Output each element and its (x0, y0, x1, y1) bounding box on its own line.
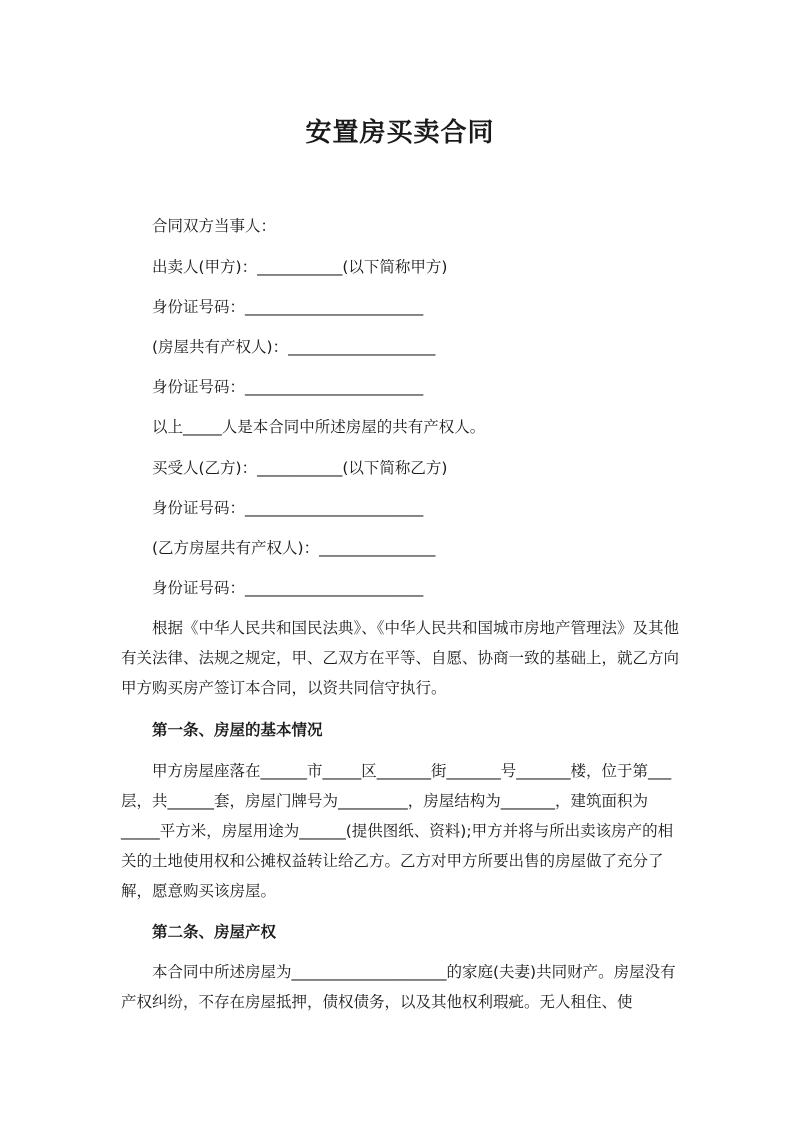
seller-id-line: 身份证号码：_______________________ (152, 298, 424, 316)
buyer-coowner-line: (乙方房屋共有产权人)：_______________ (152, 539, 436, 557)
preamble-paragraph: 根据《中华人民共和国民法典》、《中华人民共和国城市房地产管理法》及其他有关法律、法规之规定，甲、乙双方在平等、自愿、协商一致的基础上，就乙方向甲方购买房产签订本合同，以资共同信守执行。 (121, 619, 680, 697)
seller-coowner-id-line: 身份证号码：_______________________ (152, 378, 424, 396)
seller-line: 出卖人(甲方)：___________(以下简称甲方) (152, 258, 448, 276)
article-2-body: 本合同中所述房屋为____________________的家庭(夫妻)共同财产。房屋没有产权纠纷，不存在房屋抵押，债权债务，以及其他权利瑕疵。无人租住、使 (121, 963, 676, 1011)
seller-coowner-line: (房屋共有产权人)：___________________ (152, 338, 436, 356)
coowner-statement: 以上_____人是本合同中所述房屋的共有产权人。 (152, 418, 486, 436)
article-2-heading: 第二条、房屋产权 (152, 923, 277, 941)
article-1-heading: 第一条、房屋的基本情况 (152, 721, 323, 739)
document-title: 安置房买卖合同 (305, 118, 495, 148)
buyer-coowner-id-line: 身份证号码：_______________________ (152, 579, 424, 597)
article-1-body: 甲方房屋座落在______市_____区_______街_______号_______楼，位于第___层，共______套，房屋门牌号为_________，房屋结构为_______，建筑面积为_____平方米，房屋用途为______(提供图纸、资料);甲方并将与所出卖该房产的相关的土地使用权和公摊权益转让给乙方。乙方对甲方所要出售的房屋做了充分了解，愿意购买该房屋。 (121, 762, 674, 900)
buyer-line: 买受人(乙方)：___________(以下简称乙方) (152, 459, 448, 477)
buyer-id-line: 身份证号码：_______________________ (152, 499, 424, 517)
parties-intro: 合同双方当事人： (152, 217, 277, 235)
